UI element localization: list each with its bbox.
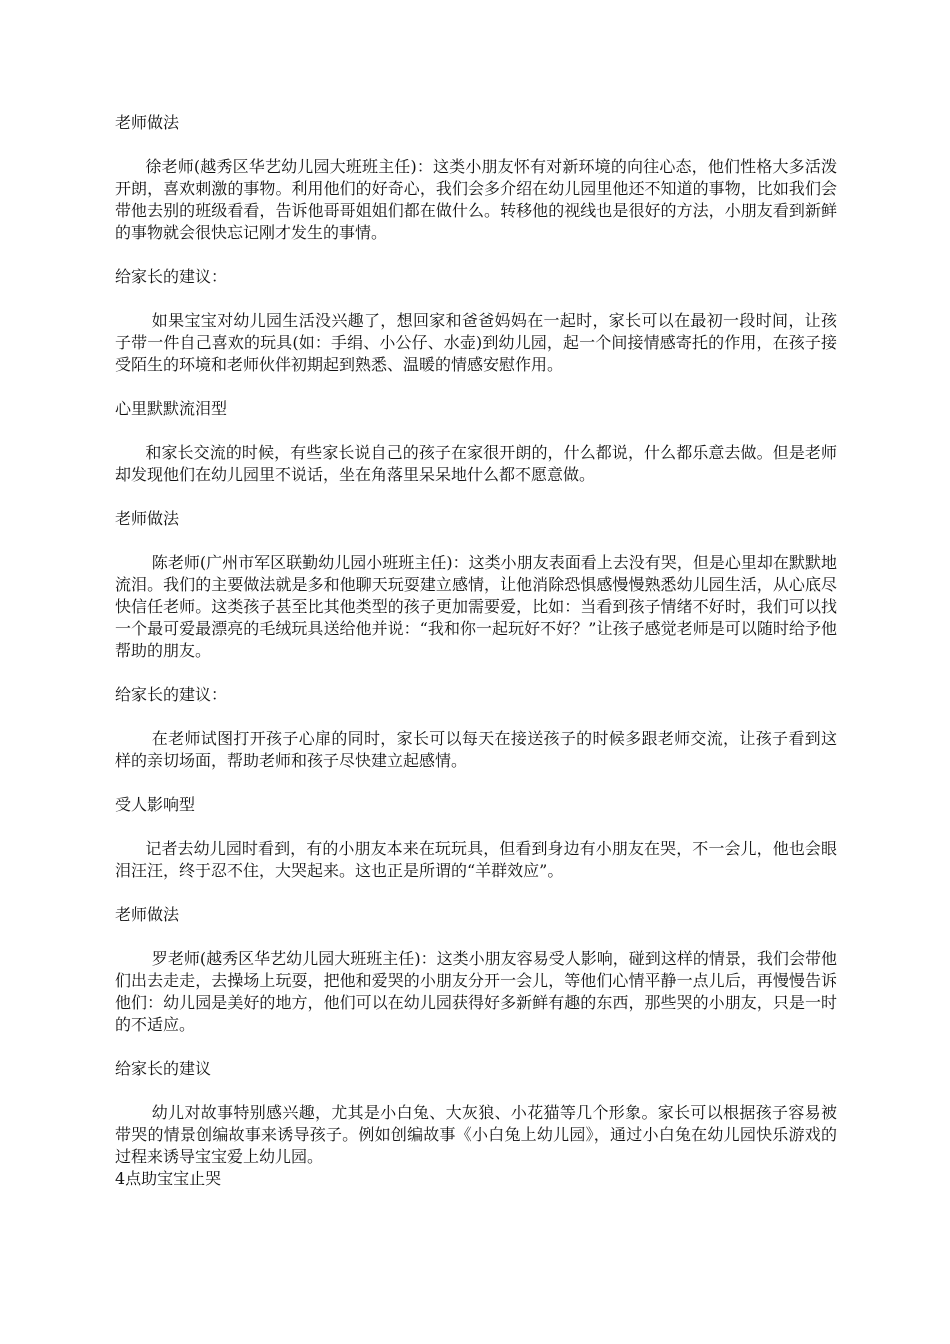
section-heading-teacher-method: 老师做法 <box>115 905 180 924</box>
section-heading-silent-crying-type: 心里默默流泪型 <box>115 399 228 418</box>
section-heading-parent-advice: 给家长的建议 <box>115 1059 212 1078</box>
section-heading-parent-advice: 给家长的建议： <box>115 685 228 704</box>
section-heading-teacher-method: 老师做法 <box>115 509 180 528</box>
paragraph-silent-crying: 和家长交流的时候，有些家长说自己的孩子在家很开朗的，什么都说，什么都乐意去做。但是老师却发现他们在幼儿园里不说话，坐在角落里呆呆地什么都不愿意做。 <box>115 443 837 484</box>
paragraph-parent-advice-communicate: 在老师试图打开孩子心扉的同时，家长可以每天在接送孩子的时候多跟老师交流，让孩子看到这样的亲切场面，帮助老师和孩子尽快建立起感情。 <box>115 729 837 770</box>
paragraph-parent-advice-story: 幼儿对故事特别感兴趣，尤其是小白兔、大灰狼、小花猫等几个形象。家长可以根据孩子容易被带哭的情景创编故事来诱导孩子。例如创编故事《小白兔上幼儿园》，通过小白兔在幼儿园快乐游戏的过程来诱导宝宝爱上幼儿园。 <box>115 1103 837 1166</box>
paragraph-chen-teacher: 陈老师(广州市军区联勤幼儿园小班班主任)：这类小朋友表面看上去没有哭，但是心里却在默默地流泪。我们的主要做法就是多和他聊天玩耍建立感情，让他消除恐惧感慢慢熟悉幼儿园生活，从心底尽快信任老师。这类孩子甚至比其他类型的孩子更加需要爱，比如：当看到孩子情绪不好时，我们可以找一个最可爱最漂亮的毛绒玩具送给他并说：“我和你一起玩好不好？”让孩子感觉老师是可以随时给予他帮助的朋友。 <box>115 553 837 660</box>
section-heading-parent-advice: 给家长的建议： <box>115 267 228 286</box>
section-heading-influenced-type: 受人影响型 <box>115 795 196 814</box>
document-page <box>115 112 837 1190</box>
section-heading-stop-crying-tips: 4点助宝宝止哭 <box>115 1169 222 1188</box>
paragraph-influenced: 记者去幼儿园时看到，有的小朋友本来在玩玩具，但看到身边有小朋友在哭，不一会儿，他也会眼泪汪汪，终于忍不住，大哭起来。这也正是所谓的“羊群效应”。 <box>115 839 837 880</box>
paragraph-luo-teacher: 罗老师(越秀区华艺幼儿园大班班主任)：这类小朋友容易受人影响，碰到这样的情景，我们会带他们出去走走，去操场上玩耍，把他和爱哭的小朋友分开一会儿，等他们心情平静一点儿后，再慢慢告诉他们：幼儿园是美好的地方，他们可以在幼儿园获得好多新鲜有趣的东西，那些哭的小朋友，只是一时的不适应。 <box>115 949 837 1034</box>
paragraph-xu-teacher: 徐老师(越秀区华艺幼儿园大班班主任)：这类小朋友怀有对新环境的向往心态，他们性格大多活泼开朗，喜欢刺激的事物。利用他们的好奇心，我们会多介绍在幼儿园里他还不知道的事物，比如我们会带他去别的班级看看，告诉他哥哥姐姐们都在做什么。转移他的视线也是很好的方法，小朋友看到新鲜的事物就会很快忘记刚才发生的事情。 <box>115 157 837 242</box>
paragraph-parent-advice-toy: 如果宝宝对幼儿园生活没兴趣了，想回家和爸爸妈妈在一起时，家长可以在最初一段时间，让孩子带一件自己喜欢的玩具(如：手绢、小公仔、水壶)到幼儿园，起一个间接情感寄托的作用，在孩子接受陌生的环境和老师伙伴初期起到熟悉、温暖的情感安慰作用。 <box>115 311 837 374</box>
section-heading-teacher-method: 老师做法 <box>115 113 180 132</box>
